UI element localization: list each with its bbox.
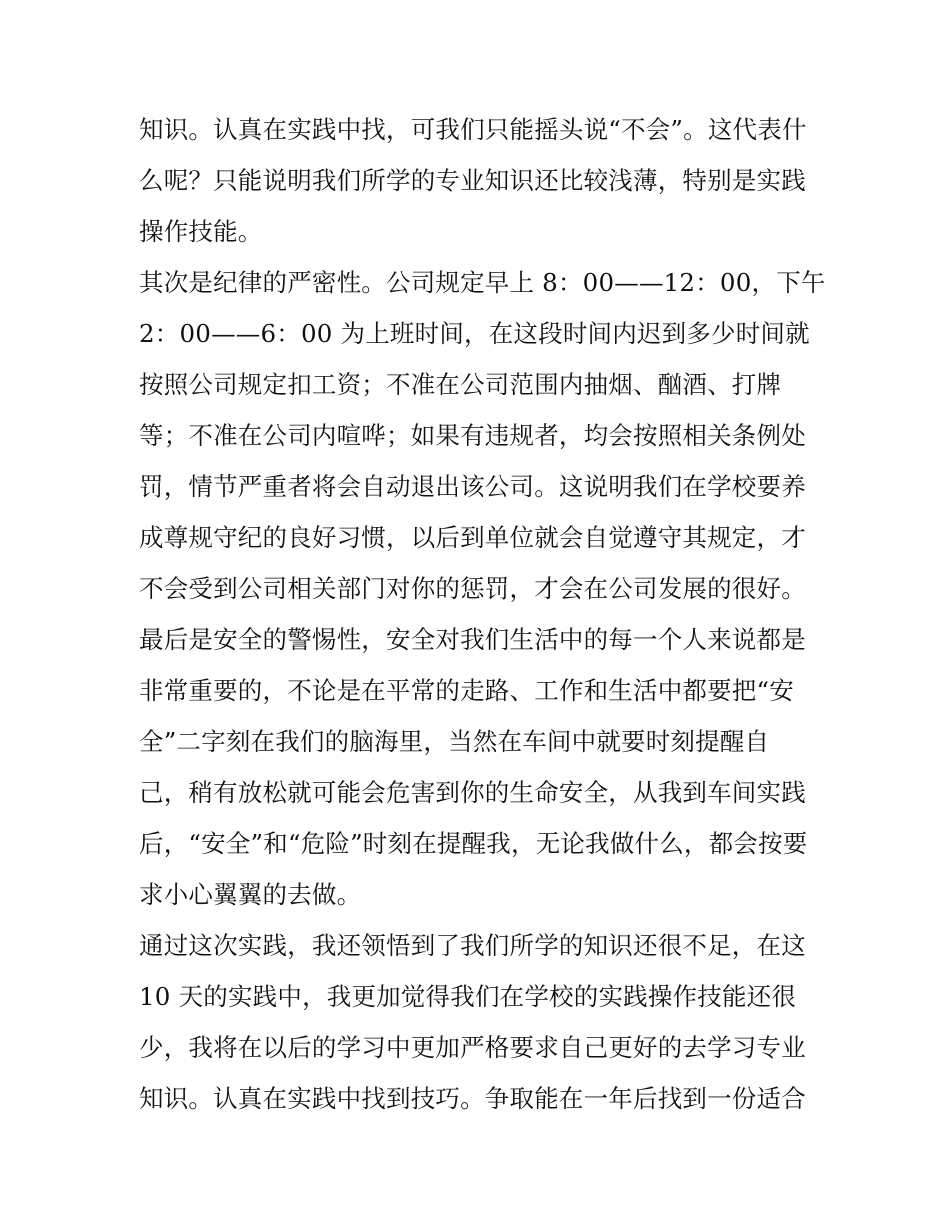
text-line: 按照公司规定扣工资；不准在公司范围内抽烟、酗酒、打牌 xyxy=(139,370,782,399)
text-line: 10 天的实践中，我更加觉得我们在学校的实践操作技能还很 xyxy=(139,982,797,1011)
text-line: 少，我将在以后的学习中更加严格要求自己更好的去学习专业 xyxy=(139,1033,806,1062)
text-line: 等；不准在公司内喧哗；如果有违规者，均会按照相关条例处 xyxy=(139,421,806,450)
text-line: 成尊规守纪的良好习惯，以后到单位就会自觉遵守其规定，才 xyxy=(139,523,806,552)
text-line: 最后是安全的警惕性，安全对我们生活中的每一个人来说都是 xyxy=(139,625,806,654)
text-line: 操作技能。 xyxy=(139,217,263,246)
text-line: 己，稍有放松就可能会危害到你的生命安全，从我到车间实践 xyxy=(139,778,806,807)
text-line: 罚，情节严重者将会自动退出该公司。这说明我们在学校要养 xyxy=(139,472,806,501)
text-line: 么呢？只能说明我们所学的专业知识还比较浅薄，特别是实践 xyxy=(139,166,806,195)
text-line: 2：00——6：00 为上班时间，在这段时间内迟到多少时间就 xyxy=(139,319,810,348)
text-line: 后，“安全”和“危险”时刻在提醒我，无论我做什么，都会按要 xyxy=(139,829,808,858)
body-text xyxy=(139,104,826,1124)
text-line: 非常重要的，不论是在平常的走路、工作和生活中都要把“安 xyxy=(139,676,794,705)
text-line: 知识。认真在实践中找到技巧。争取能在一年后找到一份适合 xyxy=(139,1084,806,1113)
text-line: 不会受到公司相关部门对你的惩罚，才会在公司发展的很好。 xyxy=(139,574,806,603)
text-line: 通过这次实践，我还领悟到了我们所学的知识还很不足，在这 xyxy=(139,931,806,960)
text-line: 其次是纪律的严密性。公司规定早上 8：00——12：00，下午 xyxy=(139,268,826,297)
text-line: 求小心翼翼的去做。 xyxy=(139,880,362,909)
text-line: 知识。认真在实践中找，可我们只能摇头说“不会”。这代表什 xyxy=(139,115,807,144)
text-line: 全”二字刻在我们的脑海里，当然在车间中就要时刻提醒自 xyxy=(139,727,770,756)
